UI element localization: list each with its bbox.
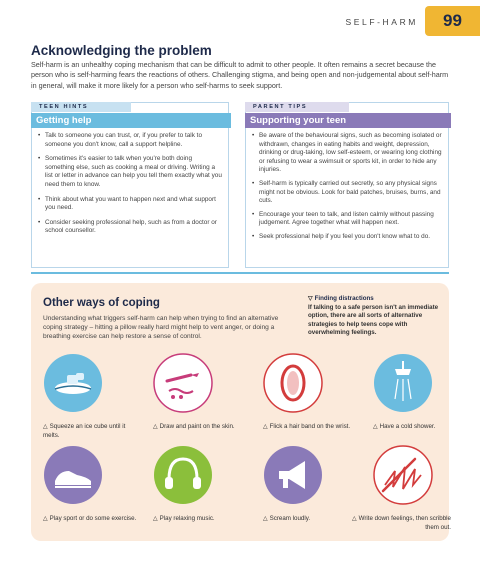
trainer-icon xyxy=(43,445,103,505)
coping-caption: △ Write down feelings, then scribble them out. xyxy=(351,515,451,531)
list-item: • Think about what you want to happen next and what support you need. xyxy=(38,196,222,213)
distractions-note xyxy=(308,295,444,338)
parent-tips-title: Supporting your teen xyxy=(245,113,451,128)
triangle-icon: △ xyxy=(153,516,158,522)
headphones-icon xyxy=(153,445,213,505)
page-title: Acknowledging the problem xyxy=(31,43,212,58)
list-item: • Sometimes it's easier to talk when you're both doing something else, such as cooking a meal or driving. Writing a list or letter in advance can help you tell them exactly what you need them to know. xyxy=(38,155,222,189)
teen-hints-title: Getting help xyxy=(31,113,231,128)
list-item: • Consider seeking professional help, such as from a doctor or school counsellor. xyxy=(38,219,222,236)
triangle-icon: △ xyxy=(153,424,158,430)
distractions-text: If talking to a safe person isn't an immediate option, there are all sorts of alternative strategies to help teens cope with overwhelming feelings. xyxy=(308,303,439,336)
parent-tips-tag: PARENT TIPS xyxy=(245,102,349,112)
triangle-icon: △ xyxy=(43,516,48,522)
teen-hints-list xyxy=(38,132,222,242)
triangle-icon: △ xyxy=(263,424,268,430)
list-item: • Be aware of the behavioural signs, such as becoming isolated or withdrawn, changes in eating habits and weight, depression, drinking or drug-taking, low self-esteem, or wearing long clothing or refusing to wear a swimsuit or sports kit, in order to hide any injuries. xyxy=(252,132,442,175)
coping-caption: △ Squeeze an ice cube until it melts. xyxy=(43,423,126,439)
hair-band-icon xyxy=(263,353,323,413)
ice-cube-hand-icon xyxy=(43,353,103,413)
coping-caption: △ Scream loudly. xyxy=(263,515,311,522)
teen-hints-box xyxy=(31,102,229,268)
shower-icon xyxy=(373,353,433,413)
section-divider xyxy=(31,272,449,274)
parent-tips-box xyxy=(245,102,449,268)
list-item: • Self-harm is typically carried out secretly, so any physical signs might not be obvious. Look for bald patches, bruises, burns, and cuts. xyxy=(252,180,442,206)
coping-caption: △ Play sport or do some exercise. xyxy=(43,515,137,522)
intro-paragraph: Self-harm is an unhealthy coping mechanism that can be difficult to admit to other people. It often remains a secret because the person who is self-harming fears the reactions of others. Challenging stigma, and being open and non-judgemental about self-harm in general, will make it more likely for a person who self-harms to seek support. xyxy=(31,60,449,90)
coping-caption: △ Draw and paint on the skin. xyxy=(153,423,235,430)
coping-caption: △ Flick a hair band on the wrist. xyxy=(263,423,351,430)
scribble-icon xyxy=(373,445,433,505)
distractions-title: Finding distractions xyxy=(314,295,374,302)
megaphone-icon xyxy=(263,445,323,505)
list-item: • Encourage your teen to talk, and listen calmly without passing judgement. Agree together what will happen next. xyxy=(252,211,442,228)
triangle-icon: △ xyxy=(373,424,378,430)
parent-tips-list xyxy=(252,132,442,247)
coping-caption: △ Play relaxing music. xyxy=(153,515,215,522)
coping-panel xyxy=(31,283,449,541)
teen-hints-tag: TEEN HINTS xyxy=(31,102,131,112)
page-number-tab xyxy=(425,6,480,36)
coping-title: Other ways of coping xyxy=(43,297,160,309)
page-number: 99 xyxy=(443,11,462,30)
coping-caption: △ Have a cold shower. xyxy=(373,423,436,430)
running-head: SELF-HARM xyxy=(345,17,418,27)
triangle-icon: △ xyxy=(351,516,357,522)
triangle-icon: △ xyxy=(43,424,48,430)
coping-text: Understanding what triggers self-harm can help when trying to find an alternative coping strategy – hitting a pillow really hard might help to vent anger, or doing a breathing exercise can help restore a sense of control. xyxy=(43,315,279,341)
paintbrush-icon xyxy=(153,353,213,413)
list-item: • Talk to someone you can trust, or, if you prefer to talk to someone you don't know, call a support helpline. xyxy=(38,132,222,149)
triangle-icon: ▽ xyxy=(308,296,313,302)
list-item: • Seek professional help if you feel you don't know what to do. xyxy=(252,233,442,242)
triangle-icon: △ xyxy=(263,516,268,522)
